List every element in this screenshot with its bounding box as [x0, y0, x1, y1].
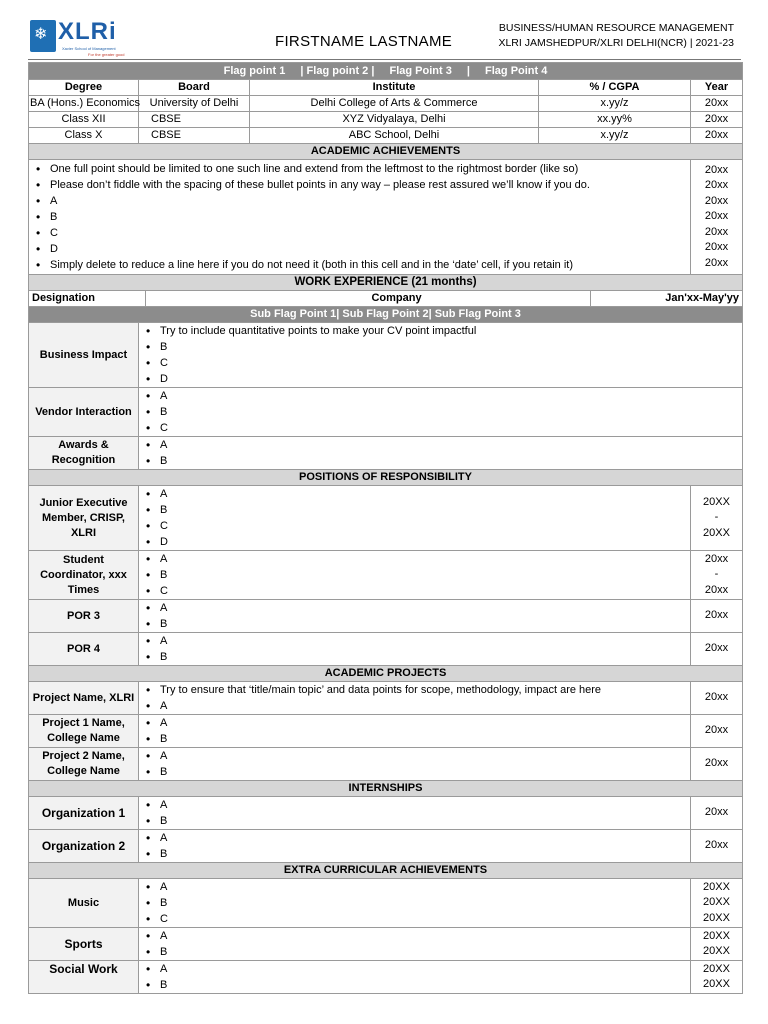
- resume-table: [28, 62, 743, 994]
- date: 20XX: [703, 945, 730, 957]
- list-item: • C: [160, 420, 739, 436]
- list-item: • A: [160, 961, 687, 977]
- logo-subtitle: Xavier School of Management: [62, 46, 116, 51]
- por-points: [139, 633, 691, 666]
- list-item: • A: [160, 388, 739, 404]
- internship-points: [139, 797, 691, 830]
- list-item: • Simply delete to reduce a line here if you do not need it (both in this cell and in the ‘date’ cell, if you retain it): [50, 257, 687, 273]
- list-item: • B: [160, 453, 739, 469]
- list-item: • A: [160, 830, 687, 846]
- project-label: Project 2 Name, College Name: [29, 748, 139, 781]
- section-title-work-experience: WORK EXPERIENCE (21 months): [29, 275, 743, 291]
- year-cell: 20xx: [691, 112, 743, 128]
- work-block-points: [139, 437, 743, 470]
- designation-label: Designation: [29, 291, 146, 307]
- date: 20xx: [704, 839, 729, 852]
- list-item: • C: [160, 518, 687, 534]
- list-item: • One full point should be limited to one such line and extend from the leftmost to the rightmost border (like so): [50, 161, 687, 177]
- internship-points: [139, 830, 691, 863]
- extra-points: [139, 928, 691, 961]
- achievements-list: [32, 161, 687, 273]
- extra-block: [29, 928, 743, 961]
- list-item: • B: [50, 209, 687, 225]
- col-year: Year: [691, 80, 743, 96]
- internship-dates: [691, 830, 743, 863]
- list-item: • B: [160, 764, 687, 780]
- list-item: • B: [160, 339, 739, 355]
- list-item: • Try to ensure that ‘title/main topic’ and data points for scope, methodology, impact are here: [160, 682, 687, 698]
- year-cell: 20xx: [691, 128, 743, 144]
- date: 20XX: [703, 526, 730, 539]
- list-item: • B: [160, 944, 687, 960]
- list-item: • D: [160, 371, 739, 387]
- list-item: • C: [160, 583, 687, 599]
- col-cgpa: % / CGPA: [539, 80, 691, 96]
- date: 20XX: [703, 495, 730, 508]
- institute-cell: Delhi College of Arts & Commerce: [250, 96, 539, 112]
- project-block: [29, 682, 743, 715]
- list-item: • Please don’t fiddle with the spacing of these bullet points in any way – please rest assured we’ll know if you do.: [50, 177, 687, 193]
- section-title-extra-curricular: EXTRA CURRICULAR ACHIEVEMENTS: [29, 863, 743, 879]
- work-block: [29, 323, 743, 388]
- list-item: • B: [160, 502, 687, 518]
- project-points: [139, 748, 691, 781]
- date: 20xx: [704, 210, 729, 223]
- date: 20xx: [704, 757, 729, 770]
- list-item: • B: [160, 846, 687, 862]
- list-item: • A: [160, 698, 687, 714]
- date: 20xx: [704, 806, 729, 819]
- flag-points-bar: [29, 63, 743, 80]
- project-points: [139, 715, 691, 748]
- program-line-2: XLRI JAMSHEDPUR/XLRI DELHI(NCR) | 2021-23: [498, 37, 734, 49]
- list-item: • B: [160, 567, 687, 583]
- internship-block: [29, 830, 743, 863]
- project-dates: [691, 748, 743, 781]
- extra-label: Sports: [29, 928, 139, 961]
- education-row: [29, 128, 743, 144]
- date: 20xx: [704, 179, 729, 192]
- work-block-label: Awards & Recognition: [29, 437, 139, 470]
- extra-block: [29, 879, 743, 928]
- flag-point: Flag Point 3: [389, 64, 452, 77]
- extra-points: [139, 961, 691, 994]
- sub-flag-points-bar: Sub Flag Point 1| Sub Flag Point 2| Sub Flag Point 3: [29, 307, 743, 323]
- extra-dates: [691, 961, 743, 994]
- list-item: • D: [50, 241, 687, 257]
- list-item: • D: [160, 534, 687, 550]
- section-title-internships: INTERNSHIPS: [29, 781, 743, 797]
- extra-dates: [691, 928, 743, 961]
- project-block: [29, 748, 743, 781]
- date: -: [714, 511, 719, 524]
- date: 20xx: [704, 194, 729, 207]
- work-block: [29, 437, 743, 470]
- por-points: [139, 551, 691, 600]
- por-dates: [691, 551, 743, 600]
- education-header-row: [29, 80, 743, 96]
- date: 20xx: [704, 609, 729, 622]
- por-points: [139, 600, 691, 633]
- xlri-emblem-icon: ❄: [30, 20, 56, 52]
- extra-block: [29, 961, 743, 994]
- institute-cell: XYZ Vidyalaya, Delhi: [250, 112, 539, 128]
- por-dates: [691, 486, 743, 551]
- date: 20xx: [704, 256, 729, 269]
- date: 20xx: [704, 225, 729, 238]
- work-block-points: [139, 388, 743, 437]
- board-cell: University of Delhi: [139, 96, 250, 112]
- work-block-points: [139, 323, 743, 388]
- date: 20XX: [703, 896, 730, 909]
- internship-label: Organization 2: [29, 830, 139, 863]
- por-label: POR 3: [29, 600, 139, 633]
- por-label: POR 4: [29, 633, 139, 666]
- date: 20XX: [703, 929, 730, 942]
- project-label: Project 1 Name, College Name: [29, 715, 139, 748]
- resume-header: [0, 0, 768, 62]
- academic-achievements-row: [29, 160, 743, 275]
- degree-cell: Class X: [29, 128, 139, 144]
- internship-label: Organization 1: [29, 797, 139, 830]
- flag-point: | Flag point 2 |: [300, 64, 375, 77]
- flag-point: Flag Point 4: [485, 64, 548, 77]
- por-block: [29, 633, 743, 666]
- date: 20XX: [703, 978, 730, 990]
- section-title-positions-of-responsibility: POSITIONS OF RESPONSIBILITY: [29, 470, 743, 486]
- list-item: • B: [160, 813, 687, 829]
- por-dates: [691, 600, 743, 633]
- institute-cell: ABC School, Delhi: [250, 128, 539, 144]
- list-item: • B: [160, 649, 687, 665]
- date: -: [714, 568, 719, 581]
- date: 20XX: [703, 880, 730, 893]
- list-item: • B: [160, 895, 687, 911]
- list-item: • A: [160, 748, 687, 764]
- cgpa-cell: x.yy/z: [539, 128, 691, 144]
- por-points: [139, 486, 691, 551]
- list-item: • A: [160, 486, 687, 502]
- date: 20XX: [703, 911, 730, 924]
- list-item: • C: [50, 225, 687, 241]
- degree-cell: BA (Hons.) Economics: [29, 96, 139, 112]
- list-item: • A: [160, 797, 687, 813]
- date: 20xx: [704, 163, 729, 176]
- date: 20xx: [704, 642, 729, 655]
- board-cell: CBSE: [139, 128, 250, 144]
- education-row: [29, 112, 743, 128]
- achievements-dates-cell: [691, 160, 743, 275]
- list-item: • B: [160, 977, 687, 993]
- board-cell: CBSE: [139, 112, 250, 128]
- por-block: [29, 600, 743, 633]
- work-block: [29, 388, 743, 437]
- col-degree: Degree: [29, 80, 139, 96]
- education-row: [29, 96, 743, 112]
- cgpa-cell: xx.yy%: [539, 112, 691, 128]
- list-item: • A: [160, 715, 687, 731]
- list-item: • B: [160, 404, 739, 420]
- project-points: [139, 682, 691, 715]
- logo-tagline: For the greater good: [88, 52, 125, 57]
- list-item: • A: [160, 928, 687, 944]
- degree-cell: Class XII: [29, 112, 139, 128]
- list-item: • C: [160, 911, 687, 927]
- date: 20xx: [704, 691, 729, 704]
- program-info: [498, 21, 734, 51]
- company-label: Company: [146, 291, 591, 307]
- col-institute: Institute: [250, 80, 539, 96]
- project-block: [29, 715, 743, 748]
- flag-point: Flag point 1: [223, 64, 286, 77]
- extra-points: [139, 879, 691, 928]
- achievements-list-cell: [29, 160, 691, 275]
- por-label: Junior Executive Member, CRISP, XLRI: [29, 486, 139, 551]
- project-dates: [691, 715, 743, 748]
- work-period: Jan'xx-May'yy: [591, 291, 743, 307]
- list-item: • Try to include quantitative points to make your CV point impactful: [160, 323, 739, 339]
- logo-text: XLRi: [58, 18, 117, 45]
- flag-point: |: [466, 64, 470, 77]
- work-block-label: Vendor Interaction: [29, 388, 139, 437]
- list-item: • A: [160, 633, 687, 649]
- date: 20xx: [704, 241, 729, 254]
- date: 20xx: [704, 552, 729, 565]
- section-title-academic-achievements: ACADEMIC ACHIEVEMENTS: [29, 144, 743, 160]
- candidate-name: FIRSTNAME LASTNAME: [275, 33, 453, 50]
- program-line-1: BUSINESS/HUMAN RESOURCE MANAGEMENT: [498, 22, 734, 34]
- year-cell: 20xx: [691, 96, 743, 112]
- col-board: Board: [139, 80, 250, 96]
- por-label: Student Coordinator, xxx Times: [29, 551, 139, 600]
- extra-dates: [691, 879, 743, 928]
- date: 20XX: [703, 962, 730, 975]
- list-item: • A: [160, 879, 687, 895]
- extra-label: Social Work: [29, 961, 139, 994]
- internship-dates: [691, 797, 743, 830]
- project-dates: [691, 682, 743, 715]
- list-item: • B: [160, 616, 687, 632]
- date: 20xx: [704, 583, 729, 596]
- list-item: • B: [160, 731, 687, 747]
- work-block-label: Business Impact: [29, 323, 139, 388]
- list-item: • C: [160, 355, 739, 371]
- list-item: • A: [160, 551, 687, 567]
- list-item: • A: [160, 437, 739, 453]
- date: 20xx: [704, 724, 729, 737]
- list-item: • A: [50, 193, 687, 209]
- por-dates: [691, 633, 743, 666]
- cgpa-cell: x.yy/z: [539, 96, 691, 112]
- project-label: Project Name, XLRI: [29, 682, 139, 715]
- por-block: [29, 486, 743, 551]
- section-title-academic-projects: ACADEMIC PROJECTS: [29, 666, 743, 682]
- work-header-row: [29, 291, 743, 307]
- header-divider: [28, 59, 741, 60]
- extra-label: Music: [29, 879, 139, 928]
- internship-block: [29, 797, 743, 830]
- list-item: • A: [160, 600, 687, 616]
- xlri-logo: [30, 20, 130, 60]
- por-block: [29, 551, 743, 600]
